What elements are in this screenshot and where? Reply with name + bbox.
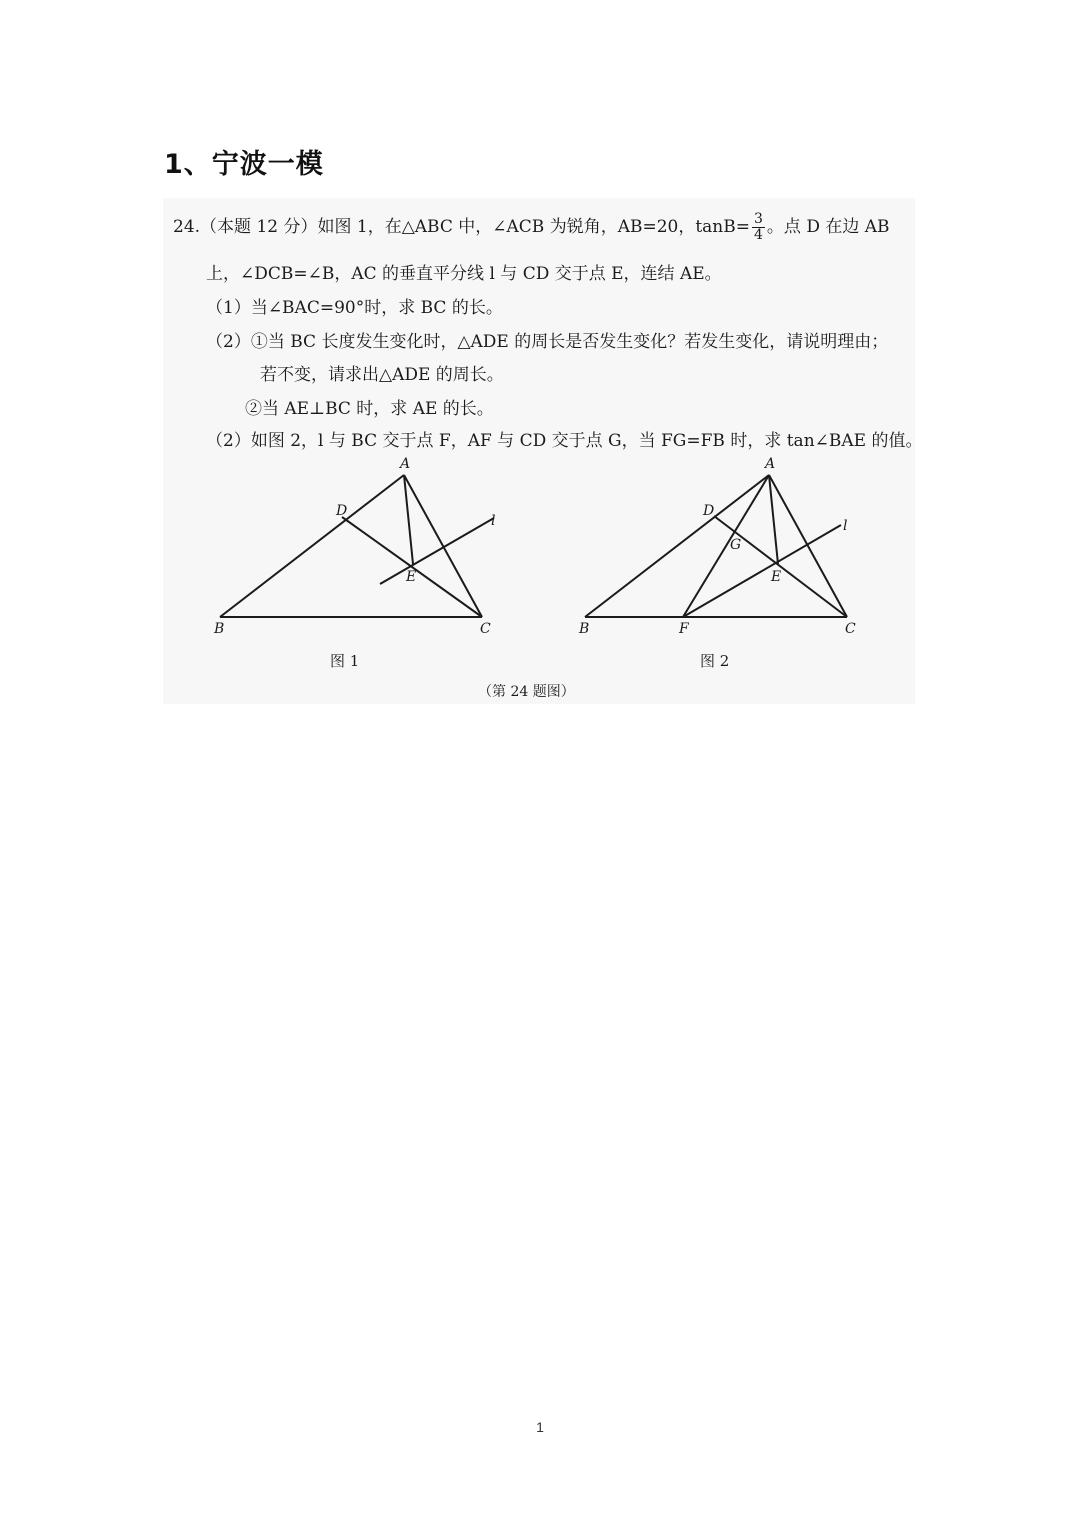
- section-heading: 1、宁波一模: [164, 149, 324, 180]
- tan-fraction: [752, 212, 765, 243]
- problem-line-1-tail: 。点 D 在边 AB: [766, 217, 890, 237]
- segment-dc: [342, 517, 482, 617]
- label-c: C: [845, 621, 856, 637]
- label-d: D: [703, 503, 715, 519]
- line-l: [683, 525, 841, 617]
- label-c: C: [480, 621, 491, 637]
- segment-ac: [404, 475, 482, 617]
- tan-numerator: 3: [754, 211, 763, 227]
- figure-1: [210, 450, 510, 640]
- figure-1-caption: 图 1: [330, 652, 360, 670]
- label-l: l: [491, 513, 496, 529]
- figure-2: [575, 450, 875, 640]
- question-2-part-1-cont: 若不变，请求出△ADE 的周长。: [260, 365, 504, 385]
- problem-line-1: [173, 212, 890, 243]
- segment-af: [683, 475, 769, 617]
- figure-2-caption: 图 2: [700, 652, 730, 670]
- label-g: G: [730, 537, 742, 553]
- tan-denominator: 4: [754, 227, 763, 243]
- figure-2-diagram: [575, 450, 875, 640]
- label-a: A: [400, 456, 411, 472]
- label-l: l: [843, 518, 848, 534]
- question-2-part-1: （2）①当 BC 长度发生变化时，△ADE 的周长是否发生变化？若发生变化，请说明理由；: [206, 332, 889, 352]
- label-a: A: [765, 456, 776, 472]
- figure-1-diagram: [210, 450, 510, 640]
- line-l: [380, 518, 494, 584]
- problem-line-1-text: 24.（本题 12 分）如图 1，在△ABC 中，∠ACB 为锐角，AB=20，tanB=: [173, 217, 750, 237]
- label-e: E: [771, 569, 782, 585]
- segment-ac: [769, 475, 847, 617]
- label-f: F: [679, 621, 689, 637]
- question-2-part-2: ②当 AE⊥BC 时，求 AE 的长。: [245, 399, 494, 419]
- figures-caption: （第 24 题图）: [478, 684, 575, 700]
- question-3: （2）如图 2，l 与 BC 交于点 F，AF 与 CD 交于点 G，当 FG=FB 时，求 tan∠BAE 的值。: [206, 431, 923, 451]
- segment-ab: [220, 475, 404, 617]
- label-b: B: [579, 621, 590, 637]
- label-b: B: [214, 621, 225, 637]
- label-d: D: [336, 503, 348, 519]
- question-1: （1）当∠BAC=90°时，求 BC 的长。: [206, 298, 503, 318]
- label-e: E: [406, 569, 417, 585]
- segment-ab: [585, 475, 769, 617]
- problem-line-2: 上，∠DCB=∠B，AC 的垂直平分线 l 与 CD 交于点 E，连结 AE。: [206, 264, 722, 284]
- page-number: 1: [536, 1419, 544, 1435]
